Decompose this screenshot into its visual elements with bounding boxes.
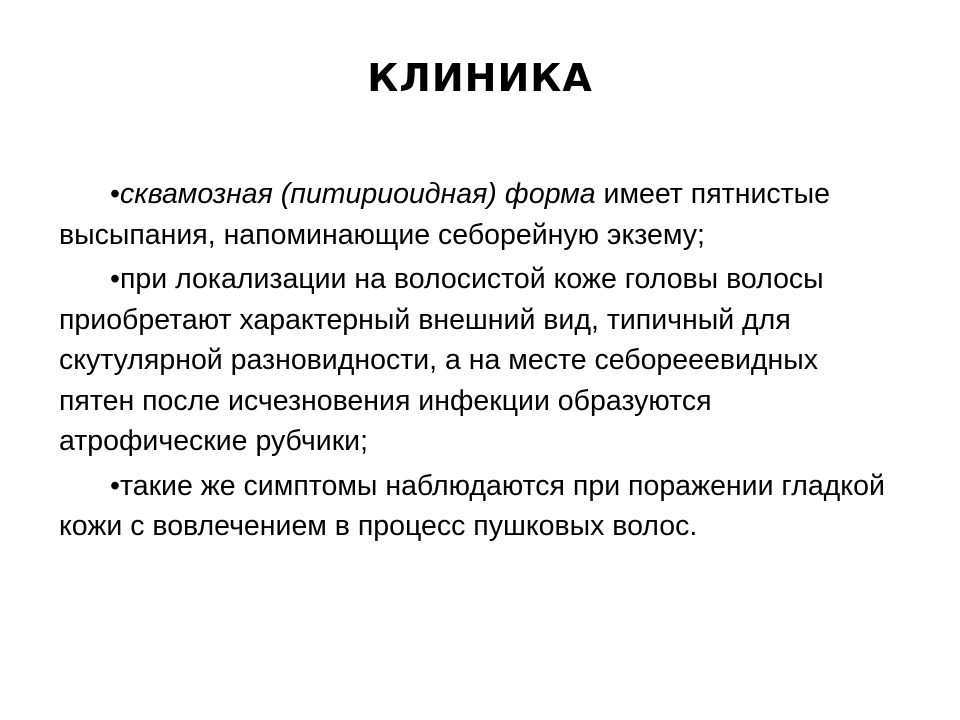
bullet-marker: • [110,178,120,210]
paragraph-1-text: имеет пятнистые высыпания, напоминающие себорейную экзему; [59,178,830,251]
bullet-paragraph-2 [59,259,889,462]
paragraph-3-text: такие же симптомы наблюдаются при поражении гладкой кожи с вовлечением в процесс пушковых волос. [59,469,885,542]
slide-title: КЛИНИКА [367,56,593,100]
paragraph-1-italic-text: сквамозная (питириоидная) форма [119,178,596,210]
slide-body [59,174,889,551]
bullet-paragraph-3 [59,466,889,547]
bullet-marker: • [110,263,120,295]
bullet-paragraph-1 [59,174,889,255]
bullet-marker: • [110,469,120,502]
paragraph-2-text: при локализации на волосистой коже головы волосы приобретают характерный внешний вид, типичный для скутулярной разновидности, а на месте себорееевидных пятен после исчезновения инфекции образуются атрофические рубчики; [59,263,824,457]
